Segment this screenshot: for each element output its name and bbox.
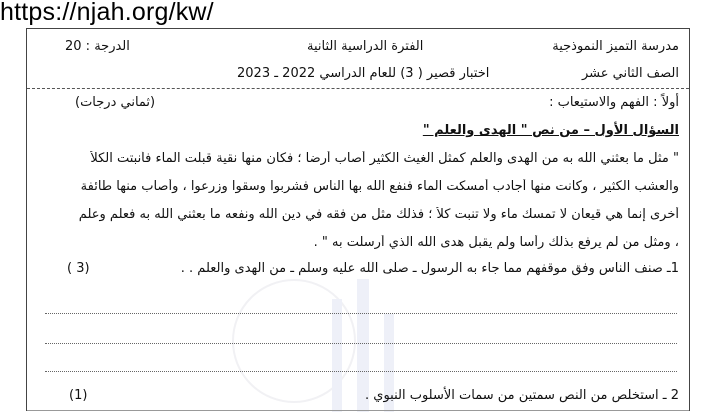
score-label: الدرجة : 20 [65,39,130,54]
answer-line[interactable] [45,343,677,344]
grade-label: الصف الثاني عشر [581,66,679,81]
header-divider [27,88,689,89]
term-label: الفترة الدراسية الثانية [307,39,424,54]
watermark-bar [332,299,342,412]
exam-title: اختبار قصير ( 3) للعام الدراسي 2022 ـ 2023 [237,66,490,81]
site-url-watermark: https://njah.org/kw/ [0,0,214,26]
answer-line[interactable] [45,313,677,314]
school-name: مدرسة التميز النموذجية [552,39,679,54]
passage-line: ، ومثل من لم يرفع بذلك رأسا ولم يقبل هدى الله الذي أرسلت به " . [313,235,679,250]
passage-line: " مثل ما بعثني الله به من الهدى والعلم كمثل الغيث الكثير أصاب أرضا ؛ فكان منها نقية قبلت الماء فأنبتت الكلأ [90,151,679,166]
question-two-text: 2 ـ استخلص من النص سمتين من سمات الأسلوب النبوي . [365,388,679,403]
answer-line[interactable] [45,371,677,372]
passage-line: والعشب الكثير ، وكانت منها أجادب أمسكت الماء فنفع الله بها الناس فشربوا وسقوا وزرعوا ، وأصاب منها طائفة [80,179,679,194]
question-two-mark: (1) [69,388,88,403]
question-one-mark: ( 3) [67,261,90,276]
question-one-title: السؤال الأول – من نص " الهدى والعلم " [422,123,679,138]
section-marks: (ثماني درجات) [75,95,156,110]
section-title: أولاً : الفهم والاستيعاب : [549,95,679,110]
question-one-text: 1ـ صنف الناس وفق موقفهم مما جاء به الرسول ـ صلى الله عليه وسلم ـ من الهدى والعلم . . [180,261,679,276]
passage-line: أخرى إنما هي قيعان لا تمسك ماء ولا تنبت كلأ ؛ فذلك مثل من فقه في دين الله ونفعه ما بعثني الله به فعلم وعلم [78,207,679,222]
exam-sheet [26,28,690,411]
